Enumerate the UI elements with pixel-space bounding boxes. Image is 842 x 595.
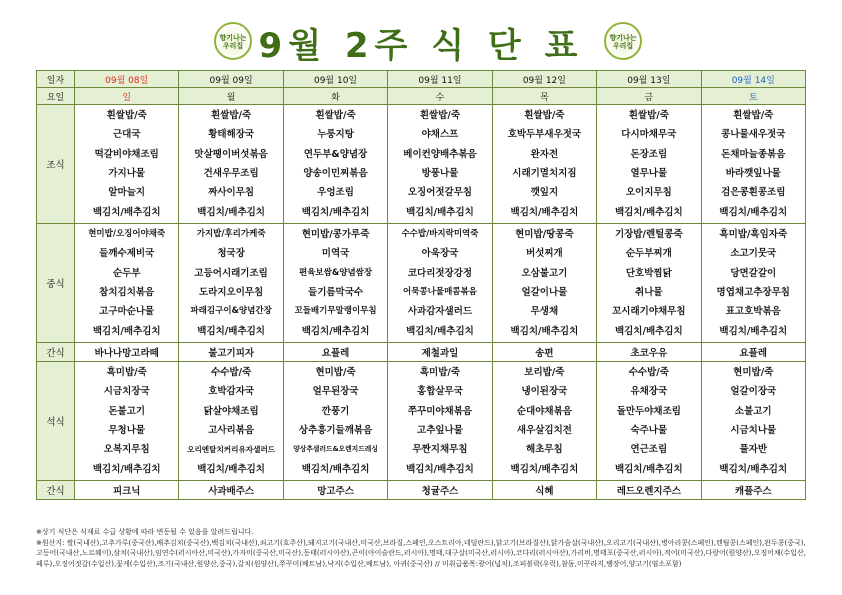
menu-item: 누룽지탕: [317, 129, 354, 141]
menu-item: 오삼불고기: [521, 267, 568, 279]
note-line: ※원산지: 쌀(국내산),고추가루(중국산),배추김치(중국산),백김치(국내산),쇠고기(호주산),돼지고기(국내산,미국산,브라질,스페인,오스트리아,네덜란드),닭고기(브라질산),닭가슴살(국내산),오리고기(국내산),병아리콩(스페인),렌틸콩(스페인),완두콩(중국),고등어(국내산,노르웨이),삼치(국내산),임연수(러시아산,미국산),가자미(중국산,미국산),동태(러시아산),곤이(아이슬란드,러시아),명태,대구살(미국산,러시아),코다리(러시아산),가리비,명태포(중국산,러시아),적어(미국산),다랑어(원양산),오징어채(수입산,페루),오징어젓갈(수입산),꽃게(수입산),조기(국내산,원양산,중국),갈치(원양산),쭈꾸미(베트남),낙지(수입산,베트남), 아귀(중국산) // 미취급품목:광어(넙치),조피볼락(우럭),참돔,미꾸라지,뱀장어,양고기(염소포함): [36, 538, 806, 568]
menu-item: 얼갈이장국: [730, 386, 777, 398]
menu-item: 사과감자샐러드: [407, 306, 473, 318]
menu-item: 당면갈갈이: [730, 267, 777, 279]
menu-item: 백김치/배추김치: [510, 463, 579, 475]
menu-item: 얼갈이나물: [521, 287, 568, 298]
menu-item: 백김치/배추김치: [719, 325, 788, 337]
breakfast-cell: [388, 105, 492, 224]
snack1-cell: 초코우유: [597, 343, 701, 362]
snack1-label: 간식: [37, 343, 75, 362]
menu-item: 백김치/배추김치: [197, 206, 265, 218]
menu-item: 쭈꾸미야채볶음: [407, 405, 473, 417]
menu-item: 흰쌀밥/죽: [211, 109, 252, 121]
menu-item: 흰쌀밥/죽: [628, 109, 669, 121]
menu-item: 백김치/배추김치: [406, 206, 474, 218]
menu-item: 베이컨양배추볶음: [403, 148, 477, 160]
snack2-cell: 망고주스: [283, 481, 387, 500]
menu-item: 소불고기: [734, 405, 772, 417]
day-mon: 월: [179, 88, 283, 105]
menu-item: 무청나물: [108, 425, 146, 436]
dinner-label: 석식: [37, 362, 75, 481]
breakfast-cell: [597, 105, 701, 224]
menu-item: 얼무된장국: [312, 386, 359, 398]
menu-item: 백김치/배추김치: [510, 206, 579, 218]
snack2-cell: 레드오렌지주스: [597, 481, 701, 500]
menu-item: 순대야채볶음: [516, 405, 572, 417]
menu-item: 시래기멸치지짐: [512, 168, 577, 179]
menu-item: 백김치/배추김치: [406, 325, 474, 337]
menu-item: 건새우무조림: [203, 168, 259, 179]
dinner-row: [37, 362, 806, 481]
menu-item: 가지나물: [108, 168, 146, 179]
menu-item: 현미밥/땅콩죽: [515, 228, 574, 240]
snack2-cell: 사과배주스: [179, 481, 283, 500]
menu-item: 콩나물새우젓국: [721, 129, 786, 141]
dinner-cell: [388, 362, 492, 481]
dinner-cell: [597, 362, 701, 481]
menu-item: 오이지무침: [625, 187, 672, 199]
day-thu: 목: [492, 88, 596, 105]
breakfast-cell: [75, 105, 179, 224]
menu-item: 흑미밥/흑임자죽: [719, 228, 788, 240]
menu-item: 표고호박볶음: [725, 306, 781, 318]
menu-item: 고구마순나물: [99, 306, 155, 318]
menu-item: 현미밥/죽: [733, 366, 774, 378]
menu-item: 백김치/배추김치: [301, 325, 370, 337]
menu-item: 흑미밥/죽: [419, 366, 461, 378]
day-row: [37, 88, 806, 105]
menu-item: 무짠지채무침: [412, 444, 468, 456]
menu-item: 오징어젓갈무침: [407, 187, 473, 199]
menu-item: 들기름막국수: [308, 287, 364, 298]
lunch-cell: [388, 224, 492, 343]
menu-item: 고추잎나물: [417, 425, 463, 436]
lunch-cell: [75, 224, 179, 343]
menu-item: 유채장국: [630, 386, 668, 398]
day-sat: 토: [701, 88, 805, 105]
menu-item: 시금치장국: [103, 386, 150, 398]
logo-text: 우리집: [222, 42, 244, 50]
day-sun: 일: [75, 88, 179, 105]
date-thu: 09월 12일: [492, 71, 596, 88]
lunch-cell: [597, 224, 701, 343]
menu-item: 돌만두야채조림: [616, 405, 681, 417]
menu-item: 수수밥/죽: [211, 366, 252, 378]
menu-item: 백김치/배추김치: [510, 325, 579, 337]
dinner-cell: [179, 362, 283, 481]
dinner-cell: [75, 362, 179, 481]
menu-item: 상추흥기들깨볶음: [298, 425, 373, 436]
menu-item: 해초무침: [526, 444, 563, 456]
breakfast-row: [37, 105, 806, 224]
logo-text: 우리집: [612, 42, 634, 50]
menu-item: 보리밥/죽: [524, 366, 565, 378]
menu-item: 우엉조림: [317, 187, 354, 199]
menu-item: 백김치/배추김치: [614, 463, 683, 475]
menu-item: 시금치나물: [730, 425, 777, 436]
breakfast-cell: [701, 105, 805, 224]
menu-item: 순두부찌개: [625, 248, 672, 260]
snack1-cell: 송편: [492, 343, 596, 362]
menu-item: 청국장: [217, 248, 245, 260]
menu-item: 단호박찜닭: [625, 267, 672, 279]
snack1-cell: 요플레: [701, 343, 805, 362]
notes: [36, 527, 806, 569]
menu-item: 고등어시래기조림: [194, 267, 268, 279]
menu-item: 가지밥/후리가케죽: [196, 228, 266, 239]
menu-item: 백김치/배추김치: [197, 463, 265, 475]
menu-item: 양송이민찌볶음: [303, 168, 368, 179]
date-mon: 09월 09일: [179, 71, 283, 88]
menu-item: 홍합살무국: [417, 386, 463, 398]
menu-item: 취나물: [635, 287, 663, 298]
menu-item: 수수밥/죽: [628, 366, 669, 378]
date-label: 일자: [37, 71, 75, 88]
day-tue: 화: [283, 88, 387, 105]
menu-item: 현미밥/콩가루죽: [301, 228, 370, 240]
dinner-cell: [701, 362, 805, 481]
menu-item: 꼬들배기무말랭이무침: [294, 306, 377, 317]
menu-item: 백김치/배추김치: [92, 206, 161, 218]
menu-item: 근대국: [112, 129, 141, 141]
menu-item: 짜사이무침: [208, 187, 255, 199]
snack2-cell: 청귤주스: [388, 481, 492, 500]
menu-item: 냉이된장국: [521, 386, 568, 398]
menu-item: 알마늘지: [108, 187, 146, 199]
menu-table: [36, 70, 806, 500]
menu-item: 백김치/배추김치: [92, 463, 161, 475]
menu-item: 연두부&양념장: [303, 148, 368, 160]
snack1-cell: 제철과일: [388, 343, 492, 362]
menu-item: 완자전: [530, 148, 559, 160]
menu-item: 흰쌀밥/죽: [733, 109, 774, 121]
date-tue: 09월 10일: [283, 71, 387, 88]
lunch-cell: [179, 224, 283, 343]
menu-item: 검은콩흰콩조림: [721, 187, 786, 199]
breakfast-cell: [492, 105, 596, 224]
menu-item: 닭살야채조림: [203, 405, 259, 417]
snack1-cell: 바나나망고라떼: [75, 343, 179, 362]
menu-item: 깻잎지: [530, 187, 559, 199]
logo-text: 향기나는: [609, 34, 637, 42]
menu-item: 깐풍기: [321, 405, 350, 417]
date-fri: 09월 13일: [597, 71, 701, 88]
menu-item: 호박감자국: [208, 386, 255, 398]
menu-item: 명엽채고추장무침: [716, 287, 790, 298]
menu-item: 흰쌀밥/죽: [524, 109, 565, 121]
lunch-row: [37, 224, 806, 343]
menu-item: 숙주나물: [630, 425, 668, 436]
menu-item: 바라깻잎나물: [725, 168, 781, 179]
menu-item: 백김치/배추김치: [719, 206, 788, 218]
breakfast-label: 조식: [37, 105, 75, 224]
menu-item: 현미밥/죽: [315, 366, 356, 378]
date-sun: 09월 08일: [75, 71, 179, 88]
menu-item: 아욱장국: [421, 248, 459, 260]
menu-item: 양상추샐러드&오렌지드레싱: [293, 445, 378, 454]
menu-item: 미역국: [321, 248, 350, 260]
menu-item: 흰쌀밥/죽: [106, 109, 147, 121]
dinner-cell: [283, 362, 387, 481]
menu-item: 백김치/배추김치: [719, 463, 788, 475]
menu-item: 연근조림: [630, 444, 668, 456]
menu-item: 도라지오이무침: [199, 287, 264, 298]
dinner-cell: [492, 362, 596, 481]
date-sat: 09월 14일: [701, 71, 805, 88]
menu-item: 기장밥/렌틸콩죽: [614, 228, 683, 240]
menu-item: 흰쌀밥/죽: [315, 109, 356, 121]
menu-item: 소고기뭇국: [730, 248, 777, 260]
menu-item: 오리엔탈치커리유자샐러드: [187, 445, 276, 455]
menu-item: 열무나물: [630, 168, 668, 179]
day-fri: 금: [597, 88, 701, 105]
menu-item: 어묵콩나물매콤볶음: [403, 287, 477, 297]
menu-item: 백김치/배추김치: [92, 325, 161, 337]
snack-row-2: [37, 481, 806, 500]
snack-row-1: [37, 343, 806, 362]
menu-item: 버섯찌개: [526, 248, 563, 260]
date-row: [37, 71, 806, 88]
snack2-cell: 캐플주스: [701, 481, 805, 500]
menu-item: 무생채: [530, 306, 559, 318]
menu-item: 코다리젓장강정: [407, 267, 473, 279]
page-title: 9월 2주 식 단 표: [258, 26, 584, 66]
menu-item: 수수밥/바지락미역죽: [401, 228, 479, 239]
snack2-cell: 피크닉: [75, 481, 179, 500]
menu-item: 맛살팽이버섯볶음: [194, 148, 268, 160]
menu-item: 야채스프: [421, 129, 459, 141]
lunch-cell: [492, 224, 596, 343]
menu-item: 파래김구이&양념간장: [190, 306, 272, 317]
menu-item: 떡갈비야채조림: [94, 148, 159, 160]
menu-item: 돈채마늘종볶음: [721, 148, 786, 160]
note-line: ※상기 식단은 식재료 수급 상황에 따라 변동될 수 있음을 알려드립니다.: [36, 528, 254, 536]
menu-item: 현미밥/오징어야채죽: [88, 228, 166, 239]
snack1-cell: 불고기피자: [179, 343, 283, 362]
menu-item: 다시마채무국: [621, 129, 677, 141]
menu-item: 호박두부새우젓국: [507, 129, 582, 141]
menu-item: 백김치/배추김치: [614, 206, 683, 218]
menu-item: 오복지무침: [103, 444, 150, 456]
snack1-cell: 요플레: [283, 343, 387, 362]
menu-item: 백김치/배추김치: [301, 463, 370, 475]
menu-item: 돈불고기: [108, 405, 146, 417]
menu-item: 풀자반: [739, 444, 768, 456]
menu-item: 방풍나물: [421, 168, 459, 179]
menu-item: 고사리볶음: [208, 425, 255, 436]
menu-item: 들깨수제비국: [99, 248, 155, 260]
menu-item: 돈장조림: [630, 148, 668, 160]
menu-item: 새우살김치전: [516, 425, 572, 436]
date-wed: 09월 11일: [388, 71, 492, 88]
logo-right-icon: [604, 22, 642, 60]
menu-item: 순두부: [112, 267, 141, 279]
menu-item: 꼬시래기야채무침: [612, 306, 686, 318]
lunch-cell: [701, 224, 805, 343]
menu-item: 백김치/배추김치: [301, 206, 370, 218]
snack2-label: 간식: [37, 481, 75, 500]
day-wed: 수: [388, 88, 492, 105]
lunch-label: 중식: [37, 224, 75, 343]
menu-item: 참치김치볶음: [99, 287, 155, 298]
breakfast-cell: [283, 105, 387, 224]
menu-item: 흰쌀밥/죽: [419, 109, 461, 121]
menu-item: 흑미밥/죽: [106, 366, 147, 378]
menu-item: 백김치/배추김치: [197, 325, 265, 337]
menu-item: 백김치/배추김치: [614, 325, 683, 337]
logo-text: 향기나는: [219, 34, 247, 42]
lunch-cell: [283, 224, 387, 343]
day-label: 요일: [37, 88, 75, 105]
menu-item: 황태해장국: [208, 129, 255, 141]
menu-item: 편육보쌈&양념쌈장: [299, 267, 373, 278]
breakfast-cell: [179, 105, 283, 224]
snack2-cell: 식혜: [492, 481, 596, 500]
menu-item: 백김치/배추김치: [406, 463, 474, 475]
